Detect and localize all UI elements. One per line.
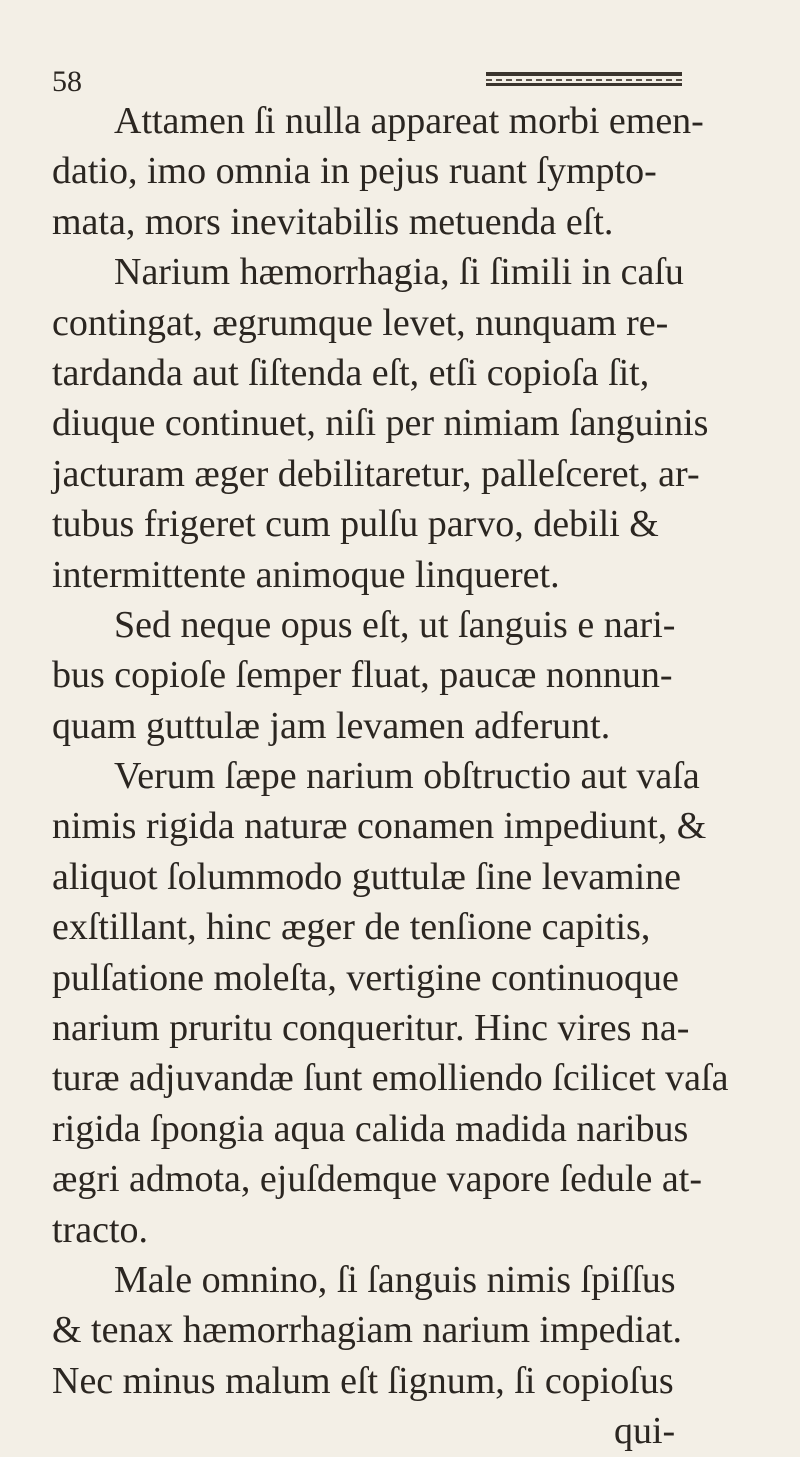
text-line: exſtillant, hinc æger de tenſione capitis, xyxy=(52,906,651,949)
text-line: tubus frigeret cum pulſu parvo, debili & xyxy=(52,503,659,546)
text-line: intermittente animoque linqueret. xyxy=(52,553,560,596)
text-line: diuque continuet, niſi per nimiam ſanguinis xyxy=(52,402,709,445)
text-line: narium pruritu conqueritur. Hinc vires na- xyxy=(52,1007,690,1050)
text-line: rigida ſpongia aqua calida madida naribus xyxy=(52,1107,689,1150)
text-line: jacturam æger debilitaretur, palleſceret, ar- xyxy=(52,452,700,495)
text-line: Sed neque opus eſt, ut ſanguis e nari- xyxy=(114,603,676,646)
header-ornament-rule xyxy=(486,72,682,86)
text-line: turæ adjuvandæ ſunt emolliendo ſcilicet vaſa xyxy=(52,1057,729,1100)
text-line: Attamen ſi nulla appareat morbi emen- xyxy=(114,100,704,142)
text-line: tracto. xyxy=(52,1208,149,1251)
body-text xyxy=(52,96,782,1457)
text-line: aliquot ſolummodo guttulæ ſine levamine xyxy=(52,855,682,898)
text-line: Male omnino, ſi ſanguis nimis ſpiſſus xyxy=(114,1258,676,1301)
text-line: mata, mors inevitabilis metuenda eſt. xyxy=(52,200,614,243)
page-number: 58 xyxy=(52,65,82,98)
text-line: contingat, ægrumque levet, nunquam re- xyxy=(52,301,669,344)
catchword: qui- xyxy=(614,1410,676,1453)
text-line: bus copioſe ſemper fluat, paucæ nonnun- xyxy=(52,654,673,697)
text-line: pulſatione moleſta, vertigine continuoque xyxy=(52,956,679,999)
text-line: nimis rigida naturæ conamen impediunt, & xyxy=(52,805,707,848)
text-line: Narium hæmorrhagia, ſi ſimili in caſu xyxy=(114,251,684,294)
text-line: Nec minus malum eſt ſignum, ſi copioſus xyxy=(52,1359,674,1402)
text-line: ægri admota, ejuſdemque vapore ſedule at- xyxy=(52,1158,702,1201)
text-line: quam guttulæ jam levamen adferunt. xyxy=(52,704,611,747)
text-line: tardanda aut ſiſtenda eſt, etſi copioſa ſit, xyxy=(52,351,650,394)
text-line: & tenax hæmorrhagiam narium impediat. xyxy=(52,1309,683,1352)
text-line: Verum ſæpe narium obſtructio aut vaſa xyxy=(114,755,700,798)
text-line: datio, imo omnia in pejus ruant ſympto- xyxy=(52,150,657,193)
